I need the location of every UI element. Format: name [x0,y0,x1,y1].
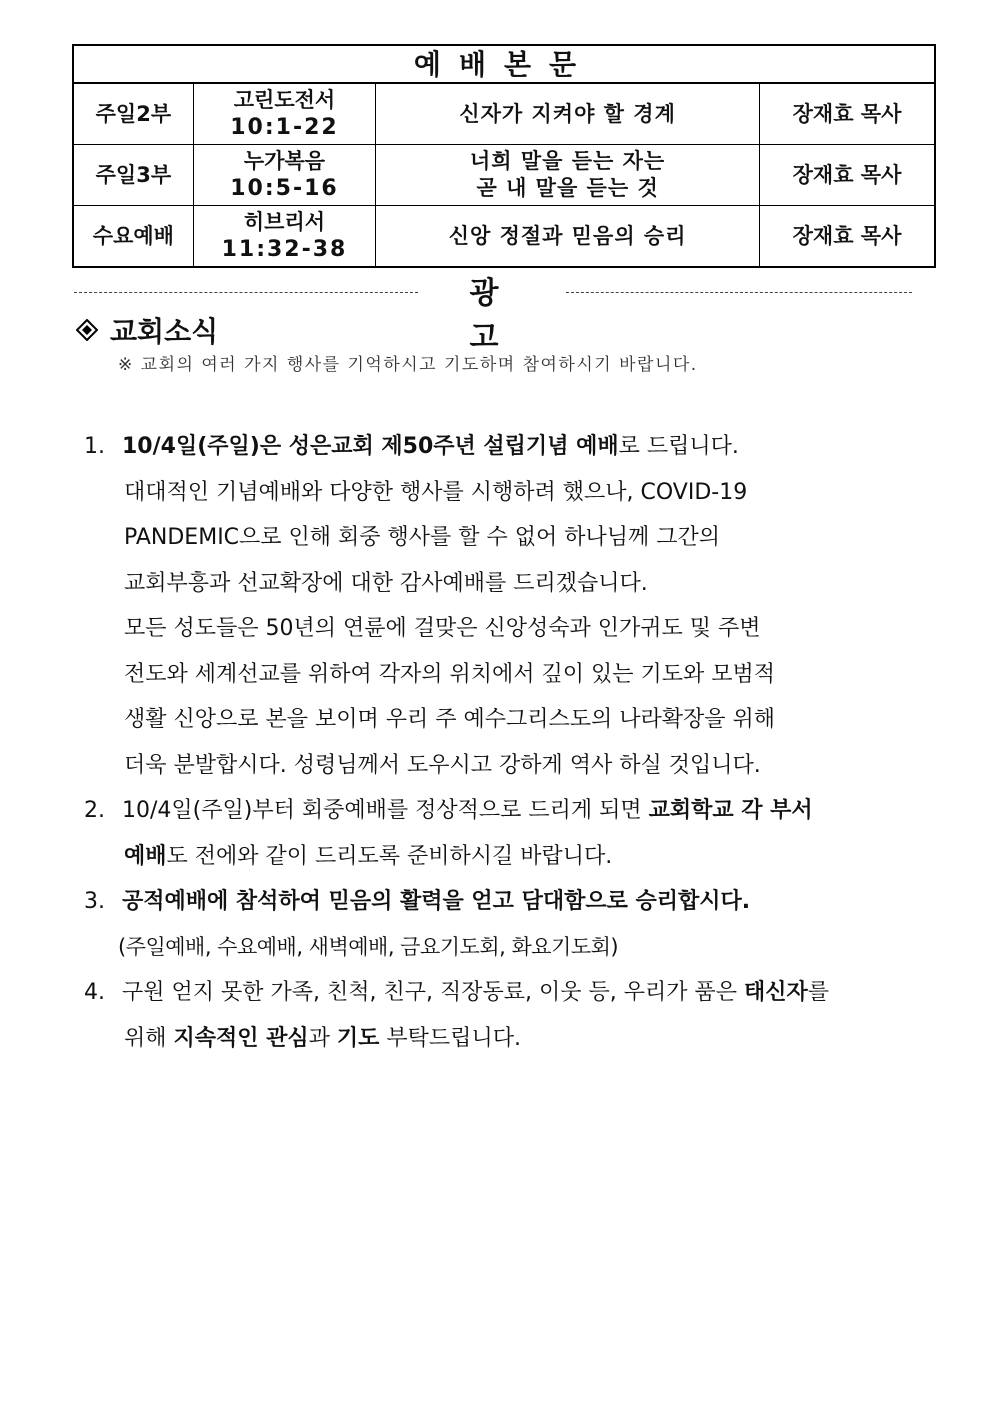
announcement-line [84,879,884,925]
announcement-line: 전도와 세계선교를 위하여 각자의 위치에서 깊이 있는 기도와 모범적 [124,661,776,687]
worship-scripture-table [72,44,936,268]
sermon-title [376,83,760,145]
announcement-text: 도 전에와 같이 드리도록 준비하시길 바랍니다. [166,843,613,869]
scripture-verse: 10:5-16 [230,176,339,201]
church-news-heading [76,312,218,348]
church-news-title: 교회소식 [110,315,219,348]
announcement-line [84,834,884,880]
announcement-text: 구원 얻지 못한 가족, 친척, 친구, 직장동료, 이웃 등, 우리가 품은 [122,980,744,1005]
announcement-line: 모든 성도들은 50년의 연륜에 걸맞은 신앙성숙과 인가귀도 및 주변 [124,616,761,641]
emphasis-text: 기도 [336,1025,380,1051]
service-name: 수요예배 [73,206,193,268]
announcement-line: (주일예배, 수요예배, 새벽예배, 금요기도회, 화요기도회) [118,934,619,959]
sermon-title-line: 신자가 지켜야 할 경계 [459,101,676,126]
announcement-line: PANDEMIC으로 인해 회중 행사를 할 수 없어 하나님께 그간의 [124,525,721,550]
announcement-item-3 [84,879,884,970]
announcement-line [84,788,884,834]
announcement-line [84,1016,884,1062]
announcement-line [84,970,884,1016]
sermon-title-line: 너희 말을 듣는 자는 [469,149,666,173]
announcement-line: 더욱 분발합시다. 성령님께서 도우시고 강하게 역사 하실 것입니다. [124,752,761,778]
announcement-text: 과 [308,1025,337,1051]
emphasis-text: 공적예배에 참석하여 믿음의 활력을 얻고 담대함으로 승리합시다. [122,889,751,914]
emphasis-text: 10/4일(주일)은 성은교회 제50주년 설립기념 예배 [122,434,619,459]
sermon-title-line: 신앙 정절과 믿음의 승리 [448,223,687,248]
item-number: 2. [84,798,105,823]
announcement-text: 부탁드립니다. [379,1025,521,1051]
dashed-divider-right [566,292,912,293]
emphasis-text: 예배 [124,843,167,869]
emphasis-text: 지속적인 관심 [173,1025,309,1051]
announcement-item-4 [84,970,884,1061]
announcement-list [84,424,884,1061]
announcement-item-2 [84,788,884,879]
church-news-note: ※ 교회의 여러 가지 행사를 기억하시고 기도하며 참여하시기 바랍니다. [118,355,698,375]
sermon-title-line: 곧 내 말을 듣는 것 [476,176,659,200]
scripture-verse: 11:32-38 [221,237,348,262]
scripture-reference [193,145,375,206]
preacher-name: 장재효 목사 [760,83,935,145]
announcement-item-1 [84,424,884,788]
emphasis-text: 태신자 [743,980,808,1005]
item-number: 3. [84,889,105,914]
scripture-reference [193,83,375,145]
table-row [73,145,935,206]
announcement-text: 10/4일(주일)부터 회중예배를 정상적으로 드리게 되면 [122,798,649,823]
announcements-title: 광고 [469,276,539,355]
service-name: 주일2부 [73,83,193,145]
announcement-text: 를 [807,980,829,1005]
diamond-icon [76,319,98,341]
announcement-text: 로 드립니다. [618,434,739,459]
scripture-verse: 10:1-22 [230,115,339,140]
table-row [73,83,935,145]
announcement-line [84,424,884,470]
announcement-line: 교회부흥과 선교확장에 대한 감사예배를 드리겠습니다. [124,570,648,596]
scripture-book: 히브리서 [243,210,326,234]
table-row [73,206,935,268]
sermon-title [376,145,760,206]
announcement-line: 생활 신앙으로 본을 보이며 우리 주 예수그리스도의 나라확장을 위해 [124,707,776,732]
sermon-title [376,206,760,268]
scripture-book: 고린도전서 [233,88,336,112]
scripture-book: 누가복음 [243,149,326,173]
dashed-divider-left [74,292,418,293]
item-number: 1. [84,434,105,459]
table-header: 예배본문 [73,45,935,83]
service-name: 주일3부 [73,145,193,206]
item-number: 4. [84,980,105,1005]
preacher-name: 장재효 목사 [760,145,935,206]
preacher-name: 장재효 목사 [760,206,935,268]
announcement-line: 대대적인 기념예배와 다양한 행사를 시행하려 했으나, COVID-19 [124,479,748,505]
announcement-text: 위해 [124,1025,174,1051]
emphasis-text: 교회학교 각 부서 [648,798,813,823]
scripture-reference [193,206,375,268]
